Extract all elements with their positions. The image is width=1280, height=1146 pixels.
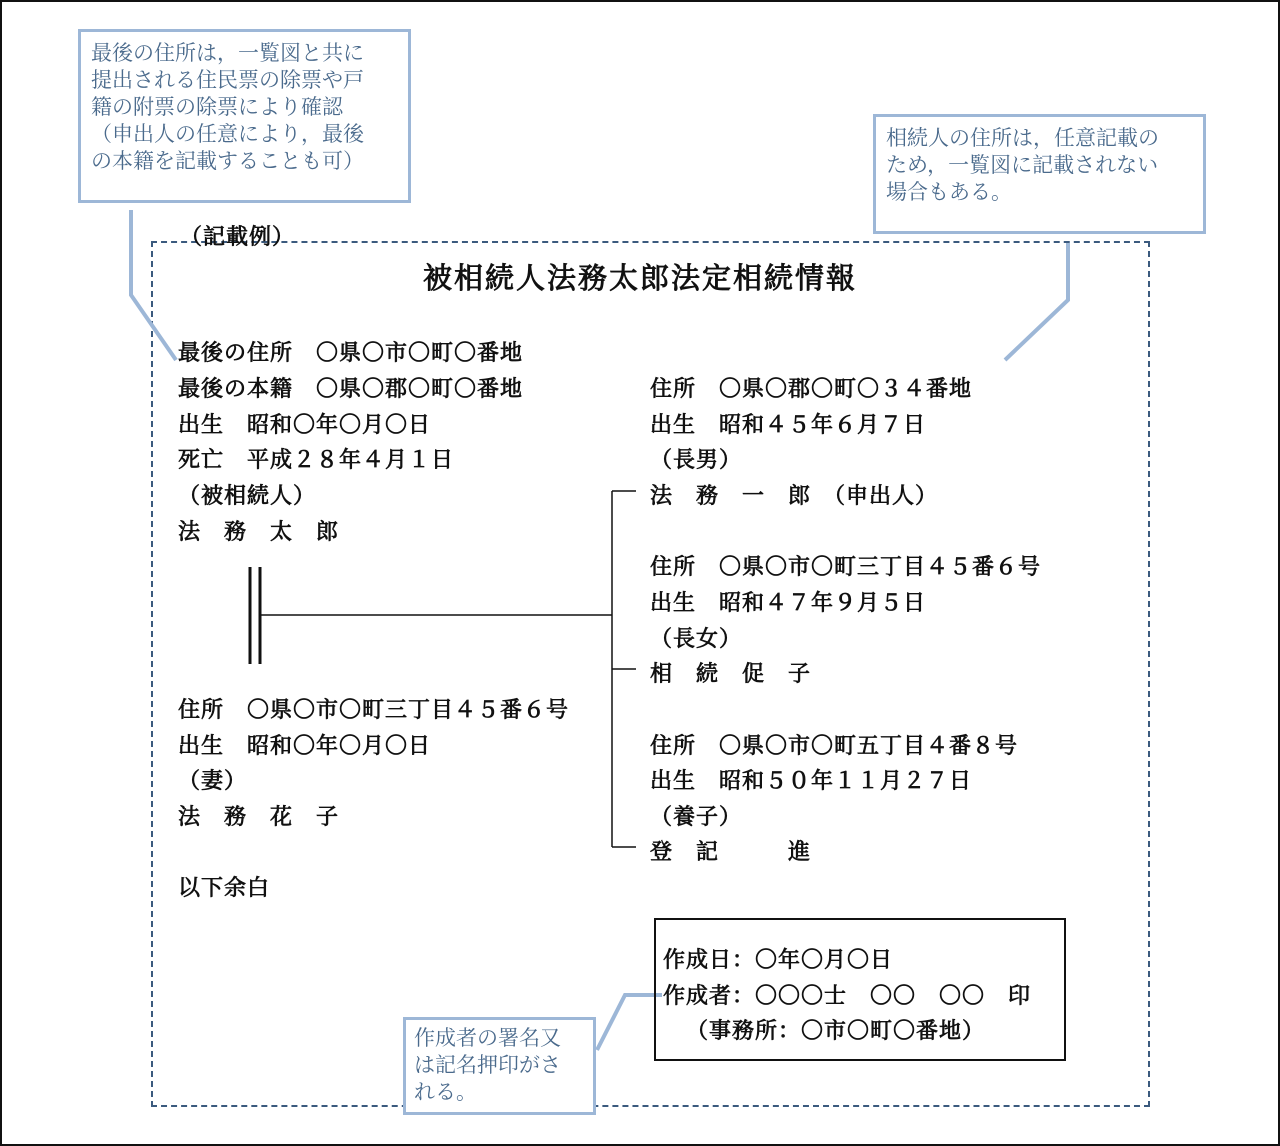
child-1-address: 住所 〇県〇郡〇町〇３４番地 bbox=[650, 377, 973, 402]
child-3-address: 住所 〇県〇市〇町五丁目４番８号 bbox=[650, 734, 1019, 759]
last-address-callout: 最後の住所は，一覧図と共に 提出される住民票の除票や戸 籍の附票の除票により確認 （申出人の任意により，最後 の本籍を記載することも可） bbox=[78, 29, 411, 203]
diagram-title: 被相続人法務太郎法定相続情報 bbox=[422, 261, 857, 295]
child-3-birth: 出生 昭和５０年１１月２７日 bbox=[650, 769, 973, 794]
child-1-name: 法 務 一 郎 （申出人） bbox=[650, 484, 939, 509]
example-label: （記載例） bbox=[180, 225, 296, 250]
creator-author: 作成者：〇〇〇士 〇〇 〇〇 印 bbox=[663, 984, 1032, 1009]
heir-address-callout: 相続人の住所は，任意記載の ため，一覧図に記載されない 場合もある。 bbox=[873, 114, 1206, 234]
creator-office: （事務所：〇市〇町〇番地） bbox=[686, 1019, 986, 1044]
remainder-note: 以下余白 bbox=[178, 876, 271, 901]
child-2-name: 相 続 促 子 bbox=[650, 662, 812, 687]
child-1-birth: 出生 昭和４５年６月７日 bbox=[650, 413, 927, 438]
creator-date: 作成日：〇年〇月〇日 bbox=[663, 948, 894, 973]
child-1-role: （長男） bbox=[650, 448, 743, 473]
decedent-role: （被相続人） bbox=[178, 484, 317, 509]
signature-callout: 作成者の署名又 は記名押印がさ れる。 bbox=[403, 1017, 596, 1115]
spouse-birth: 出生 昭和〇年〇月〇日 bbox=[178, 734, 432, 759]
decedent-last-domicile: 最後の本籍 〇県〇郡〇町〇番地 bbox=[178, 377, 524, 402]
decedent-birth: 出生 昭和〇年〇月〇日 bbox=[178, 413, 432, 438]
spouse-address: 住所 〇県〇市〇町三丁目４５番６号 bbox=[178, 698, 570, 723]
signature-pointer bbox=[597, 995, 662, 1050]
decedent-name: 法 務 太 郎 bbox=[178, 520, 340, 545]
decedent-death: 死亡 平成２８年４月１日 bbox=[178, 448, 455, 473]
decedent-last-address: 最後の住所 〇県〇市〇町〇番地 bbox=[178, 341, 524, 366]
child-3-name: 登 記 進 bbox=[650, 840, 812, 865]
spouse-name: 法 務 花 子 bbox=[178, 805, 340, 830]
spouse-role: （妻） bbox=[178, 769, 248, 794]
child-2-birth: 出生 昭和４７年９月５日 bbox=[650, 591, 927, 616]
child-2-role: （長女） bbox=[650, 627, 743, 652]
child-2-address: 住所 〇県〇市〇町三丁目４５番６号 bbox=[650, 555, 1042, 580]
child-3-role: （養子） bbox=[650, 805, 743, 830]
